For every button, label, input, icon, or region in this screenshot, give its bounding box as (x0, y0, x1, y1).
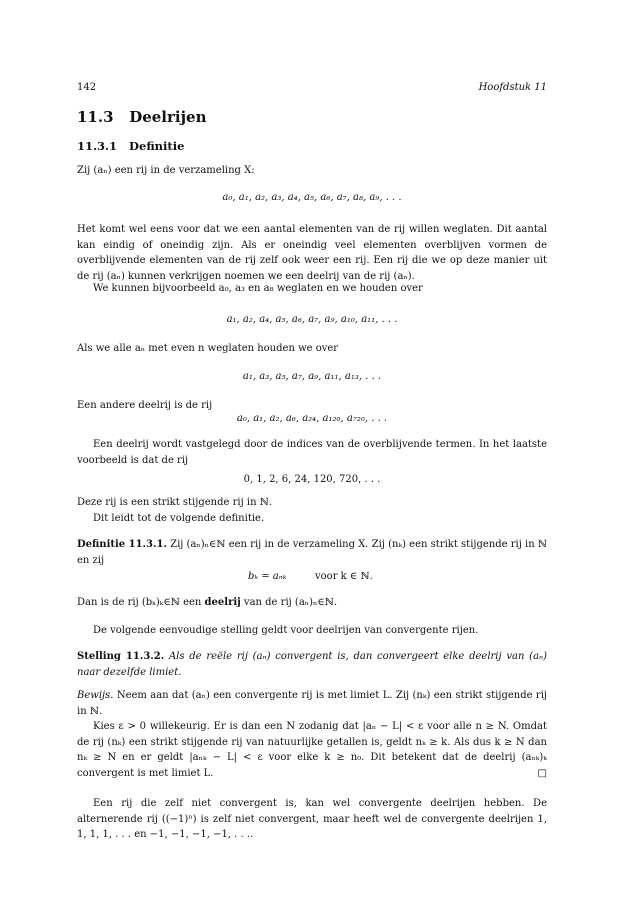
index-sequence: 0, 1, 2, 6, 24, 120, 720, . . . (243, 474, 381, 485)
deelrij-term: deelrij (204, 597, 241, 608)
definition-text: Zij (aₙ)ₙ∈ℕ een rij in de verzameling X. Zij (nₖ) een strikt stijgende rij in ℕ en zij (77, 539, 548, 566)
paragraph-even-removed: Als we alle aₙ met even n weglaten houden we over (77, 343, 339, 354)
subsequence-equation-2: a₁, a₃, a₅, a₇, a₉, a₁₁, a₁₃, . . . (242, 371, 382, 382)
subsequence-equation-3: a₀, a₁, a₂, a₆, a₂₄, a₁₂₀, a₇₂₀, . . . (236, 413, 388, 424)
paragraph-example: We kunnen bijvoorbeeld a₀, a₃ en a₈ weglaten en we houden over (93, 283, 423, 294)
definition-label: Definitie 11.3.1. (77, 539, 167, 550)
theorem-block (77, 649, 547, 680)
paragraph-indices: Een deelrij wordt vastgelegd door de indices van de overblijvende termen. In het laatste voorbeeld is dat de rij (77, 439, 547, 466)
running-header: Hoofdstuk 11 (478, 82, 547, 93)
paragraph-leads-to: Dit leidt tot de volgende definitie. (93, 513, 265, 524)
paragraph-alternating: Een rij die zelf niet convergent is, kan wel convergente deelrijen hebben. De alternerende rij ((−1)ⁿ) is zelf niet convergent, maar heeft wel de convergente deelrijen 1, 1, 1, 1, . . . en −1, −1, −1, −1, . . .. (77, 798, 547, 840)
paragraph-explanation: Het komt wel eens voor dat we een aantal elementen van de rij willen weglaten. Dit aantal kan eindig of oneindig zijn. Als er oneindig veel elementen overblijven vormen de overblijvende elementen van de rij zelf ook weer een rij. Een rij die we op deze manier uit de rij (aₙ) kunnen verkrijgen noemen we een deelrij van de rij (aₙ). (77, 224, 547, 282)
proof-block (77, 688, 547, 719)
proof-label: Bewijs. (77, 690, 114, 701)
section-title: 11.3 Deelrijen (77, 108, 207, 126)
definition-block (77, 537, 547, 568)
deelrij-before: Dan is de rij (bₖ)ₖ∈ℕ een (77, 597, 205, 608)
subsection-title: 11.3.1 Definitie (77, 139, 185, 153)
proof-text-2: Kies ε > 0 willekeurig. Er is dan een N zodanig dat |aₙ − L| < ε voor alle n ≥ N. Omdat de rij (nₖ) een strikt stijgende rij van natuurlijke getallen is, geldt nₖ ≥ k. Als dus k ≥ N dan nₖ ≥ N en er geldt |aₙₖ − L| < ε voor elke k ≥ n₀. Dit betekent dat de deelrij (aₙₖ)ₖ convergent is met limiet L. (77, 721, 547, 779)
paragraph-theorem-intro: De volgende eenvoudige stelling geldt voor deelrijen van convergente rijen. (93, 625, 479, 636)
proof-text: Neem aan dat (aₙ) een convergente rij is met limiet L. Zij (nₖ) een strikt stijgende rij in ℕ. (77, 690, 547, 717)
deelrij-after: van de rij (aₙ)ₙ∈ℕ. (240, 597, 338, 608)
theorem-label: Stelling 11.3.2. (77, 651, 165, 662)
subsequence-equation-1: a₁, a₂, a₄, a₅, a₆, a₇, a₉, a₁₀, a₁₁, . . . (226, 314, 398, 325)
theorem-text: Als de reële rij (aₙ) convergent is, dan convergeert elke deelrij van (aₙ) naar dezelfde limiet. (77, 651, 547, 678)
page-number: 142 (77, 82, 97, 93)
paragraph-deelrij-definition (77, 595, 547, 611)
definition-formula: bₖ = aₙₖ (248, 571, 287, 582)
paragraph-another: Een andere deelrij is de rij (77, 400, 213, 411)
paragraph-strictly-increasing: Deze rij is een strikt stijgende rij in ℕ. (77, 497, 273, 508)
definition-condition: voor k ∈ ℕ. (315, 571, 373, 582)
qed-symbol: □ (537, 767, 547, 779)
proof-continuation (77, 719, 547, 781)
sequence-equation: a₀, a₁, a₂, a₃, a₄, a₅, a₆, a₇, a₈, a₉, . . . (222, 192, 402, 203)
paragraph-intro: Zij (aₙ) een rij in de verzameling X: (77, 165, 255, 176)
